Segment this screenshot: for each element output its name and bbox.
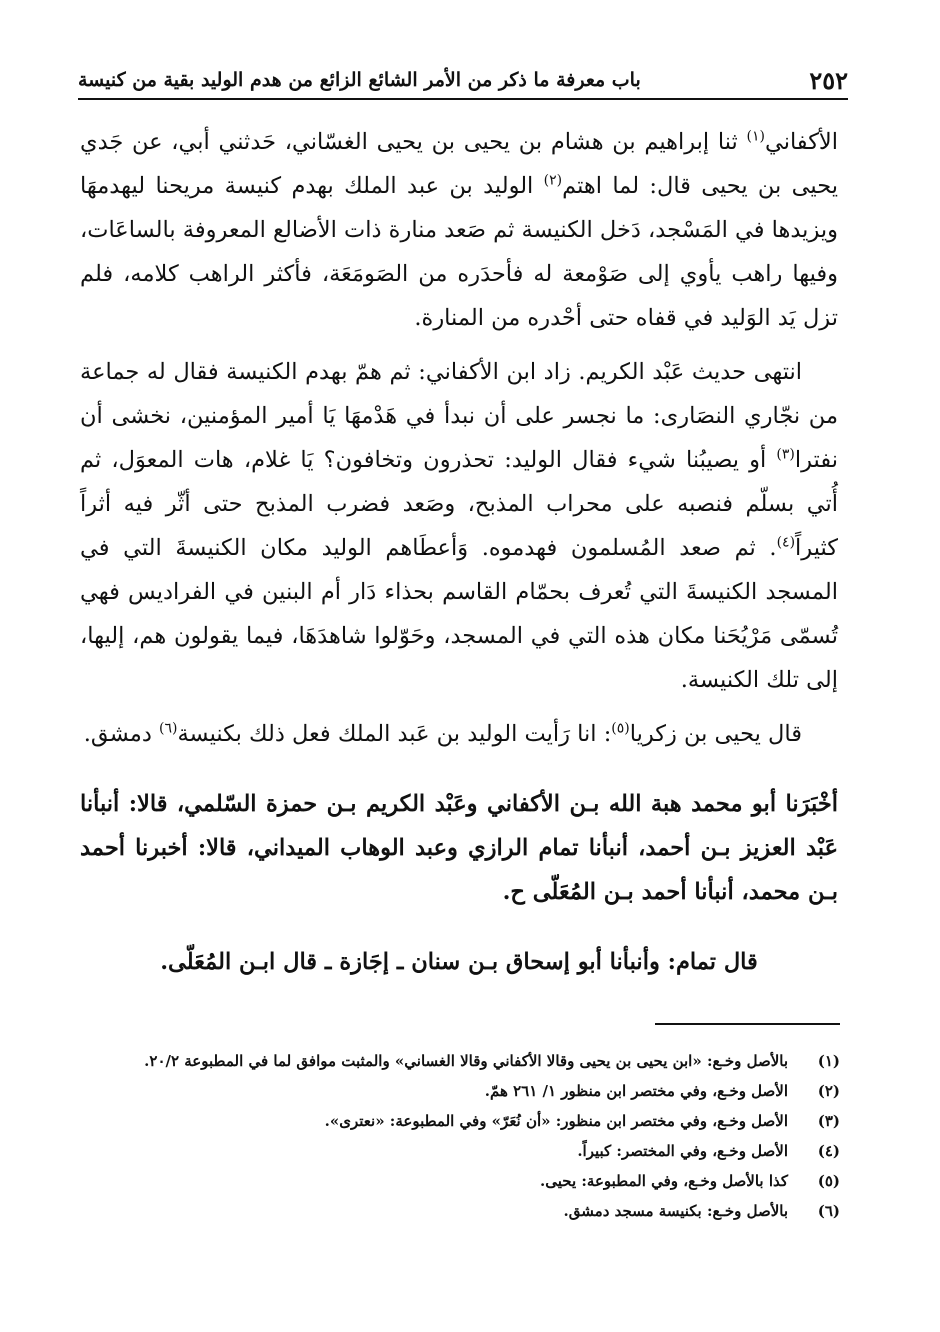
- footnote-text: بالأصل وخـع: بكنيسة مسجد دمشق.: [563, 1202, 788, 1220]
- footnote-marker: (٤): [776, 534, 796, 551]
- paragraph: [80, 712, 838, 756]
- footnote-number: (١): [817, 1052, 840, 1070]
- footnote-number: (٢): [817, 1082, 840, 1100]
- paragraph: [80, 782, 838, 914]
- footnote-item: [80, 1046, 840, 1076]
- footnote-text: الأصل وخـع، وفي مختصر ابن منظور ١/ ٢٦١ همّ.: [484, 1082, 788, 1100]
- text-segment: الوليد بن عبد الملك بهدم كنيسة مريحنا ليهدمهَا ويزيدها في المَسْجد، دَخل الكنيسة ثم صَعد منارة ذات الأضالع المعروفة بالساعَات، وفيها راهب يأوي إلى صَوْمعة له فأحدَره من الصَومَعَة، فأكثر الراهب كلامه، فلم تزل يَد الوَليد في قفاه حتى أحْدره من المنارة.: [80, 173, 838, 331]
- footnote-marker: (٣): [776, 446, 795, 463]
- footnote-number: (٣): [817, 1112, 840, 1130]
- footnote-item: [80, 1106, 840, 1136]
- footnote-marker: (٥): [611, 720, 630, 737]
- footnote-number: (٤): [817, 1142, 840, 1160]
- text-segment: انتهى حديث عَبْد الكريم. زاد ابن الأكفاني: ثم همّ بهدم الكنيسة فقال له جماعة من نجّاري النصَارى: ما نجسر على أن نبدأ في هَدْمهَا يَا أمير المؤمنين، نخشى أن نفترا: [80, 359, 838, 473]
- text-segment: أخْبَرَنا أبو محمد هبة الله بـن الأكفاني وعَبْد الكريم بـن حمزة السّلمي، قالا: أنبأنا عَبْد العزيز بـن أحمد، أنبأنا تمام الرازي وعبد الوهاب الميداني، قالا: أخبرنا أحمد بـن محمد، أنبأنا أحمد بـن المُعَلّى ح.: [80, 791, 838, 905]
- text-segment: : انا رَأيت الوليد بن عَبد الملك فعل ذلك بكنيسة: [177, 721, 612, 747]
- text-segment: ثنا إبراهيم بن هشام بن يحيى بن يحيى الغسّاني، حَدثني أبي، عن جَدي يحيى بن يحيى قال: لما اهتم: [80, 129, 838, 199]
- page-number: ٢٥٢: [809, 65, 848, 95]
- paragraph: [80, 120, 838, 340]
- footnote-marker: (١): [746, 128, 765, 145]
- footnote-number: (٥): [817, 1172, 840, 1190]
- footnote-text: الأصل وخـع، وفي المختصر: كبيراً.: [577, 1142, 788, 1160]
- footnote-text: بالأصل وخـع: «ابن يحيى بن يحيى وقالا الأكفاني وقالا الغساني» والمثبت موافق لما في المطبوعة ٢٠/٢.: [144, 1052, 788, 1070]
- footnote-item: [80, 1166, 840, 1196]
- main-text: [80, 120, 838, 994]
- footnote-separator: [655, 1023, 840, 1025]
- paragraph: [80, 940, 838, 984]
- footnote-text: كذا بالأصل وخـع، وفي المطبوعة: يحيى.: [540, 1172, 788, 1190]
- footnote-marker: (٢): [543, 172, 563, 189]
- page-header: [78, 62, 848, 100]
- running-title: باب معرفة ما ذكر من الأمر الشائع الزائع من هدم الوليد بقية من كنيسة: [78, 69, 641, 91]
- text-segment: أو يصيبُنا شيء فقال الوليد: تحذرون وتخافون؟ يَا غلام، هات المعوَل، ثم أُتي بسلّم فنصبه على محراب المذبح، وصَعد فضرب المذبح حتى أثّر فيه أثراً كثيراً: [80, 447, 838, 561]
- footnote-marker: (٦): [159, 720, 178, 737]
- footnote-item: [80, 1136, 840, 1166]
- footnote-number: (٦): [817, 1202, 840, 1220]
- footnote-item: [80, 1196, 840, 1226]
- footnotes: [80, 1046, 840, 1226]
- text-segment: قال يحيى بن زكريا: [629, 721, 802, 747]
- footnote-text: الأصل وخـع، وفي مختصر ابن منظور: «أن نُعَرّ» وفي المطبوعة: «نعترى».: [324, 1112, 788, 1130]
- text-segment: . ثم صعد المُسلمون فهدموه. وَأعطَاهم الوليد مكان الكنيسةَ التي في المسجد الكنيسةَ التي تُعرف بحمّام القاسم بحذاء دَار أم البنين في الفراديس فهي تُسمّى مَرْيُحَنا مكان هذه التي في المسجد، وحَوّلوا شاهدَهَا، فيما يقولون هم، إليها، إلى تلك الكنيسة.: [80, 535, 838, 693]
- footnote-item: [80, 1076, 840, 1106]
- text-segment: قال تمام: وأنبأنا أبو إسحاق بـن سنان ـ إجَازة ـ قال ابـن المُعَلّى.: [160, 949, 758, 975]
- paragraph: [80, 350, 838, 702]
- text-segment: الأكفاني: [764, 129, 838, 155]
- text-segment: دمشق.: [83, 721, 159, 747]
